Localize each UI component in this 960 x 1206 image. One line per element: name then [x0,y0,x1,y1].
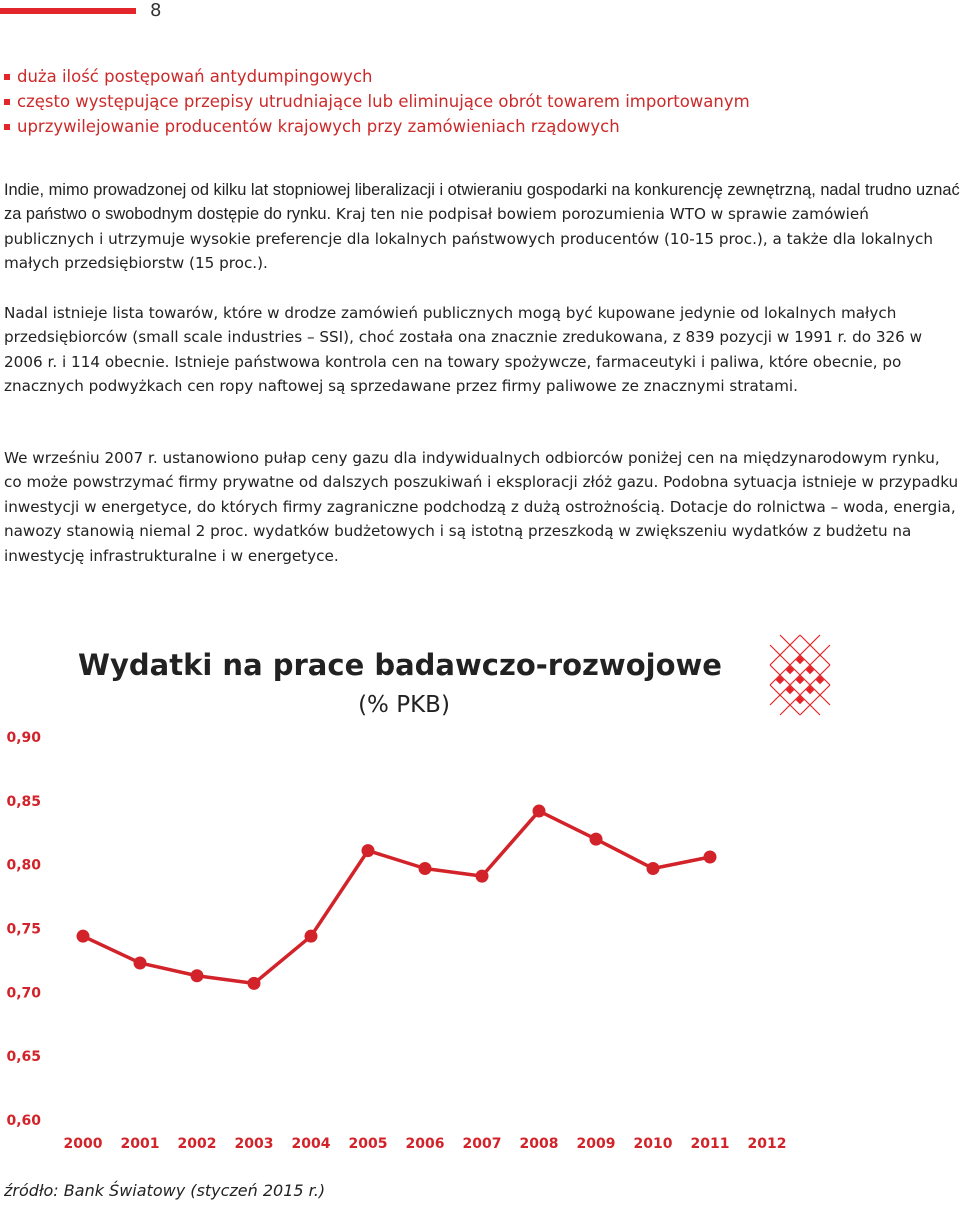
data-point [191,969,204,982]
series-line [83,811,710,983]
bullet-item [4,89,954,114]
bullet-text: uprzywilejowanie producentów krajowych przy zamówieniach rządowych [17,117,620,136]
x-tick-label: 2009 [576,1136,616,1152]
data-point [362,844,375,857]
x-tick-label: 2002 [177,1136,217,1152]
x-tick-label: 2012 [747,1136,787,1152]
data-point [305,930,318,943]
paragraph-text: We wrześniu 2007 r. [4,449,158,467]
y-tick-label: 0,70 [6,985,41,1002]
x-tick-label: 2004 [291,1136,331,1152]
x-tick-label: 2005 [348,1136,388,1152]
x-tick-label: 2001 [120,1136,160,1152]
series-polyline [83,811,710,983]
data-point [647,862,660,875]
x-tick-label: 2003 [234,1136,274,1152]
x-tick-label: 2008 [519,1136,559,1152]
bullet-square-icon [4,74,10,80]
x-tick-label: 2010 [633,1136,673,1152]
bullet-square-icon [4,99,10,105]
header-accent-bar [0,8,136,14]
data-point [533,805,546,818]
chart-title: Wydatki na prace badawczo-rozwojowe [78,648,722,682]
bullet-item [4,114,954,139]
y-tick-label: 0,85 [6,793,41,810]
rd-spending-chart [0,620,960,1160]
series-points [77,805,717,990]
paragraph-india-market [4,178,960,276]
paragraph-text: Istnieje państwowa kontrola cen na towary spożywcze, farmaceutyki i paliwa, które obecnie, po znacznych podwyżkach cen ropy naftowej są sprzedawane przez firmy paliwowe ze znacznymi stratami. [4,352,902,396]
y-tick-label: 0,90 [6,730,41,746]
data-point [476,870,489,883]
bullet-item [4,64,954,89]
lattice-diamond-logo-icon [770,635,830,715]
x-tick-label: 2006 [405,1136,445,1152]
x-tick-label: 2000 [63,1136,103,1152]
chart-canvas [0,620,960,1160]
paragraph-gas-price [4,446,960,568]
y-tick-label: 0,80 [6,857,41,874]
bullet-list [4,64,954,139]
data-point [248,977,261,990]
data-point [704,851,717,864]
data-point [134,956,147,969]
y-axis [6,730,41,1129]
chart-subtitle: (% PKB) [358,692,450,718]
x-axis [64,1136,787,1152]
paragraph-text: Nadal istnieje lista towarów, które w drodze zamówień publicznych mogą być kupowane jedynie od lokalnych małych przedsiębiorców (small scale industries – SSI), choć została ona znacznie zredukowana, z 839 pozycji w 1991 r. do 326 w 2006 r. i 114 obecnie. [4,304,923,371]
bullet-text: często występujące przepisy utrudniające lub eliminujące obrót towarem importowanym [17,92,750,111]
paragraph-text: Kraj ten nie podpisał bowiem porozumienia WTO w sprawie zamówień publicznych i utrzymuje wysokie preferencje dla lokalnych państwowych producentów (10-15 proc.), a także dla lokalnych małych przedsiębiorstw (15 proc.). [4,205,933,273]
paragraph-text: Indie, mimo prowadzonej od kilku lat stopniowej liberalizacji i otwieraniu gospodarki na konkurencję zewnętrzną, nadal trudno uznać za państwo o swobodnym dostępie do rynku. [4,181,960,224]
y-tick-label: 0,65 [6,1049,41,1066]
paragraph-text: ustanowiono pułap ceny gazu dla indywidualnych odbiorców poniżej cen na międzynarodowym rynku, co może powstrzymać firmy prywatne od dalszych poszukiwań i eksploracji złóż gazu. Podobna sytuacja istnieje w przypadku inwestycji w energetyce, do których firmy zagraniczne podchodzą z dużą ostrożnością. Dotacje do rolnictwa – woda, energia, nawozy stanowią niemal 2 proc. wydatków budżetowych i są istotną przeszkodą w zwiększeniu wydatków z budżetu na inwestycję infrastrukturalne i w energetyce. [4,449,959,565]
data-point [77,930,90,943]
page-number: 8 [150,0,162,21]
paragraph-ssi-list [4,301,960,399]
bullet-square-icon [4,124,10,130]
data-point [419,862,432,875]
bullet-text: duża ilość postępowań antydumpingowych [17,67,373,86]
data-point [590,833,603,846]
y-tick-label: 0,75 [6,921,41,938]
x-tick-label: 2007 [462,1136,502,1152]
source-caption: źródło: Bank Światowy (styczeń 2015 r.) [4,1181,326,1200]
y-tick-label: 0,60 [6,1113,41,1129]
x-tick-label: 2011 [690,1136,730,1152]
